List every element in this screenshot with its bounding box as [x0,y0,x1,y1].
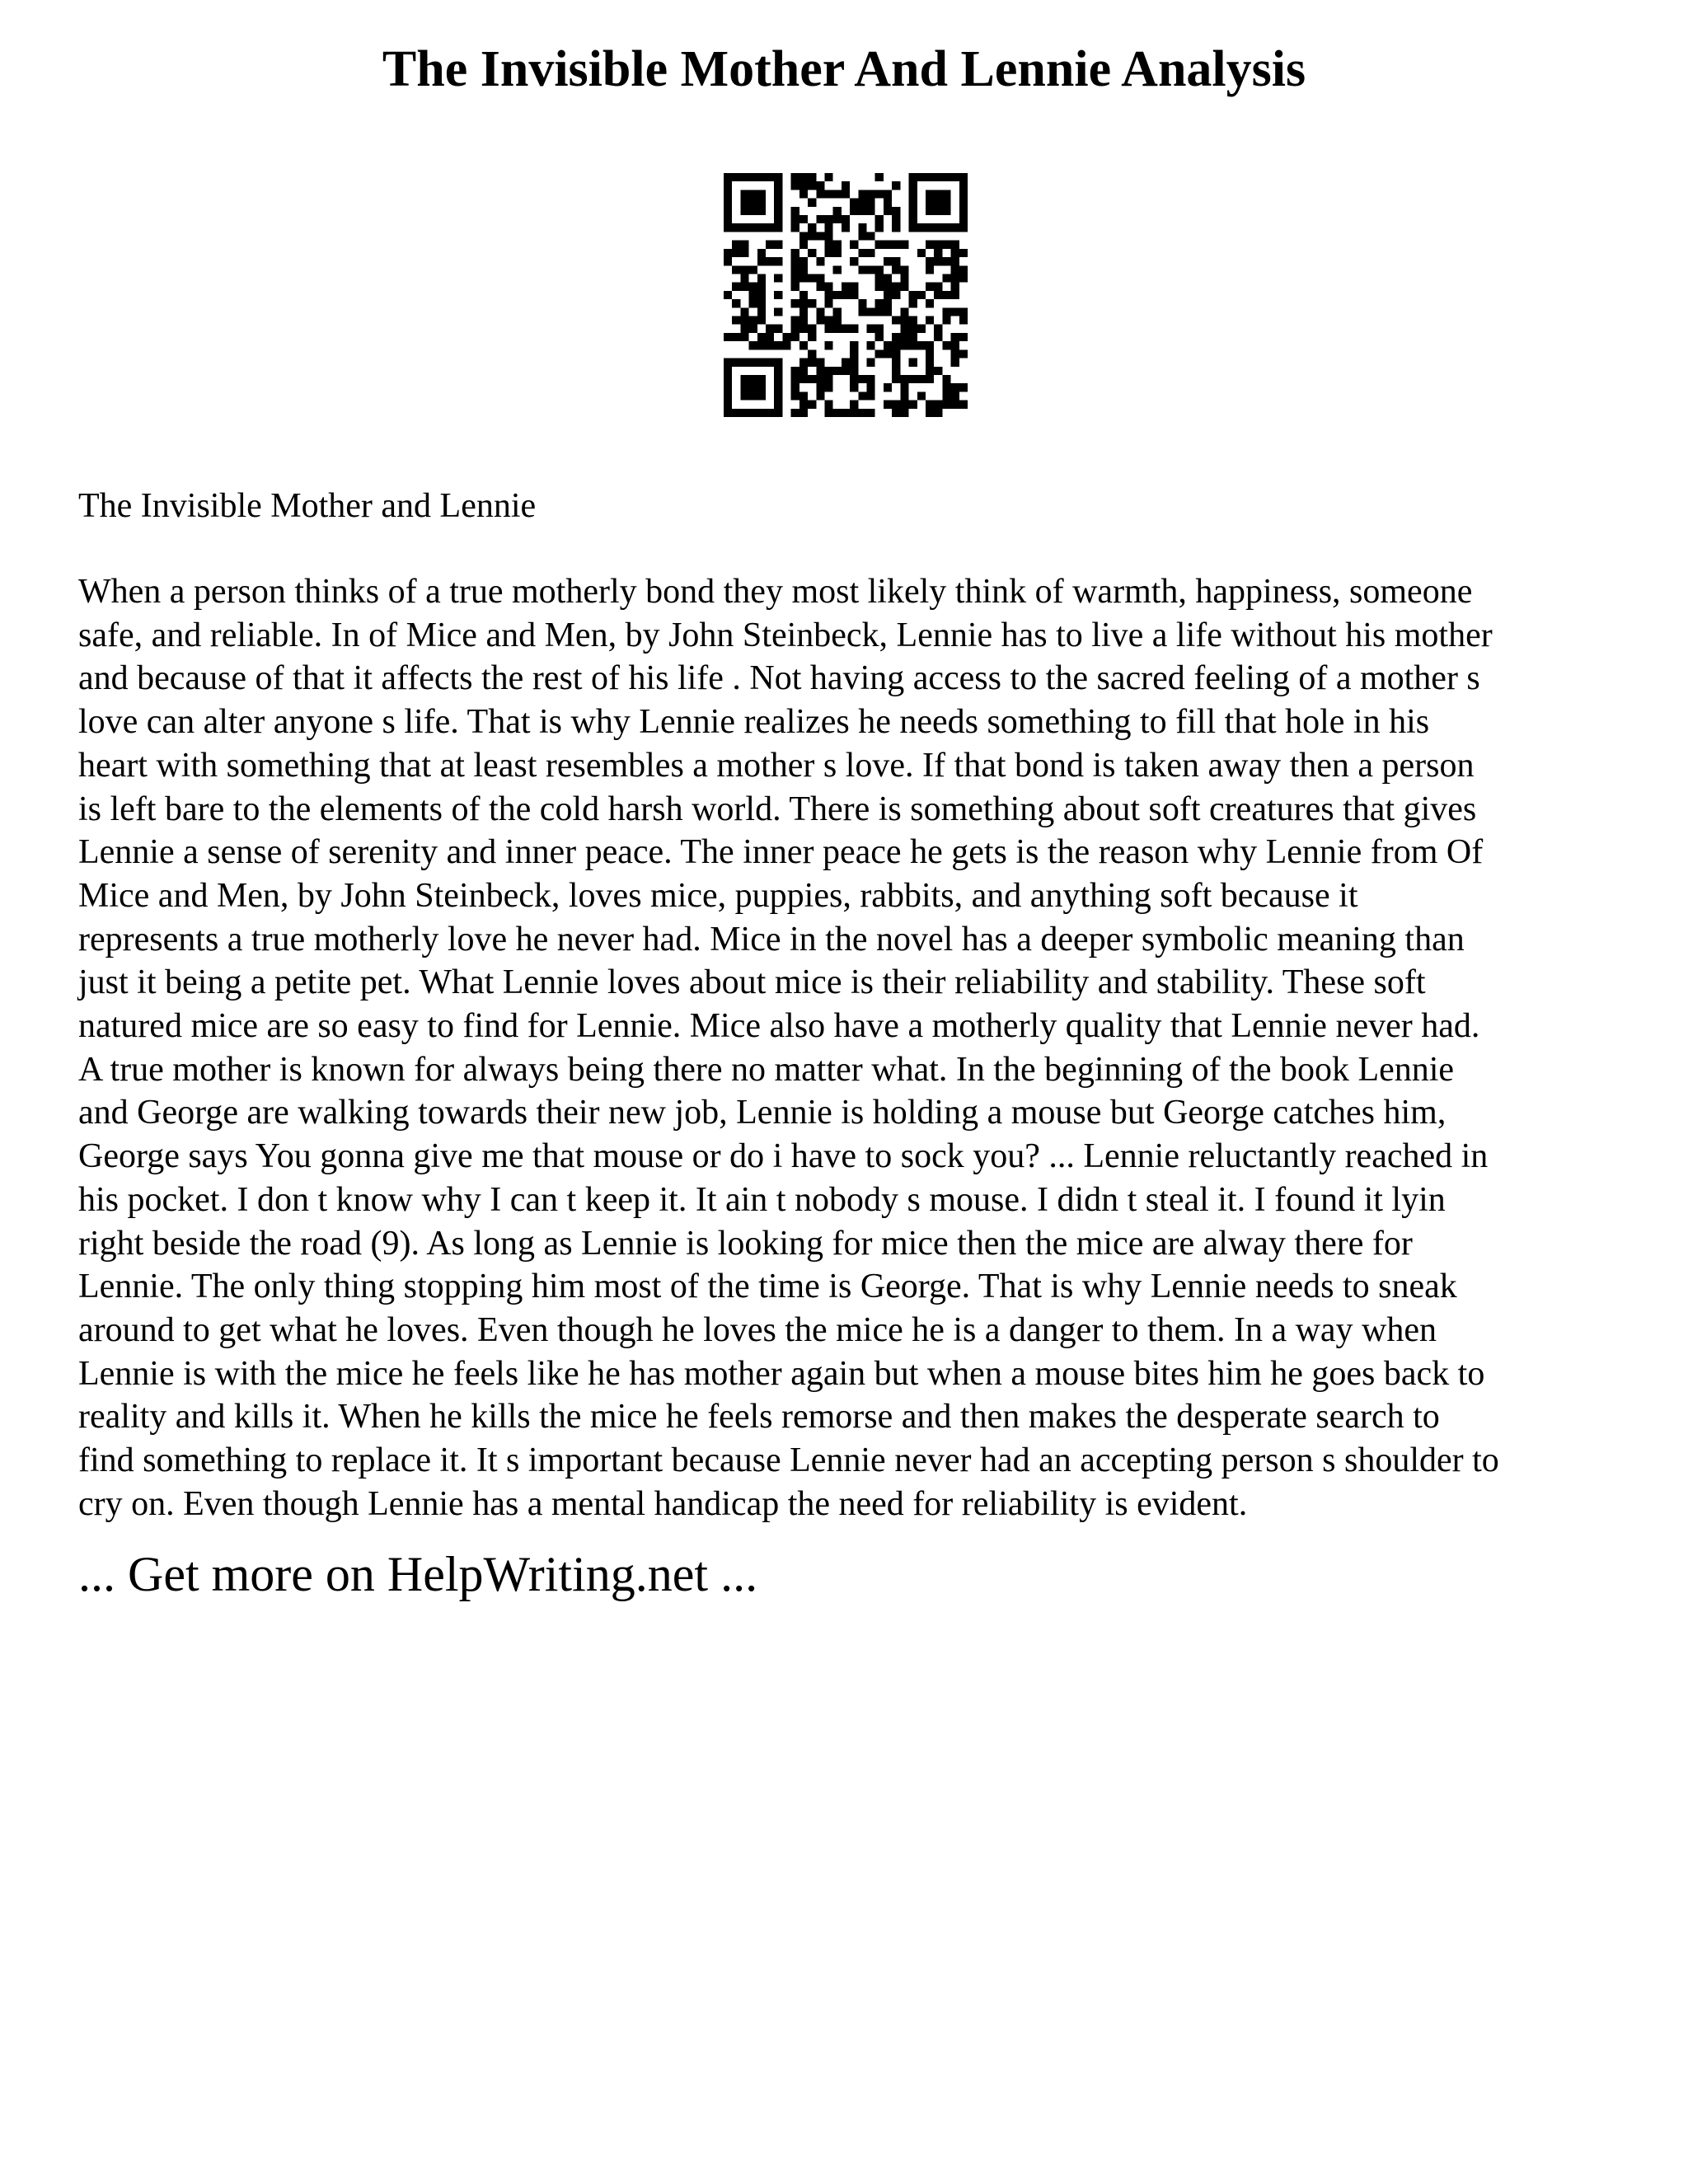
body-line: is left bare to the elements of the cold harsh world. There is something about soft creatures that gives [78,790,1477,828]
body-line: natured mice are so easy to find for Lennie. Mice also have a motherly quality that Lennie never had. [78,1007,1480,1046]
document-subtitle: The Invisible Mother and Lennie [78,487,537,525]
body-line: his pocket. I don t know why I can t keep it. It ain t nobody s mouse. I didn t steal it. I found it lyin [78,1180,1446,1219]
body-line: and George are walking towards their new job, Lennie is holding a mouse but George catches him, [78,1094,1447,1132]
body-line: heart with something that at least resembles a mother s love. If that bond is taken away then a person [78,746,1475,785]
body-line: Lennie. The only thing stopping him most of the time is George. That is why Lennie needs to sneak [78,1268,1457,1306]
body-line: represents a true motherly love he never had. Mice in the novel has a deeper symbolic meaning than [78,920,1465,958]
body-line: safe, and reliable. In of Mice and Men, by John Steinbeck, Lennie has to live a life without his mother [78,616,1493,654]
body-line: around to get what he loves. Even though he loves the mice he is a danger to them. In a way when [78,1310,1437,1349]
body-line: A true mother is known for always being there no matter what. In the beginning of the book Lennie [78,1050,1455,1089]
body-line: When a person thinks of a true motherly bond they most likely think of warmth, happiness, someone [78,573,1473,611]
helpwriting-link[interactable]: ... Get more on HelpWriting.net ... [78,1547,758,1601]
body-line: cry on. Even though Lennie has a mental handicap the need for reliability is evident. [78,1484,1248,1523]
body-line: George says You gonna give me that mouse or do i have to sock you? ... Lennie reluctantly reached in [78,1137,1489,1176]
body-line: and because of that it affects the rest of his life . Not having access to the sacred feeling of a mother s [78,659,1480,698]
page-title: The Invisible Mother And Lennie Analysis [382,41,1306,97]
body-line: Lennie is with the mice he feels like he has mother again but when a mouse bites him he goes back to [78,1354,1485,1393]
body-line: love can alter anyone s life. That is why Lennie realizes he needs something to fill that hole in his [78,703,1430,742]
body-paragraph [78,570,1620,1526]
body-line: reality and kills it. When he kills the mice he feels remorse and then makes the desperate search to [78,1398,1440,1436]
body-line: right beside the road (9). As long as Lennie is looking for mice then the mice are alway there for [78,1224,1413,1263]
body-line: Mice and Men, by John Steinbeck, loves mice, puppies, rabbits, and anything soft because it [78,876,1358,915]
qr-code-icon [724,173,968,417]
body-line: just it being a petite pet. What Lennie loves about mice is their reliability and stability. These soft [78,963,1426,1002]
body-line: find something to replace it. It s important because Lennie never had an accepting person s shoulder to [78,1441,1499,1480]
body-line: Lennie a sense of serenity and inner peace. The inner peace he gets is the reason why Lennie from Of [78,833,1484,872]
